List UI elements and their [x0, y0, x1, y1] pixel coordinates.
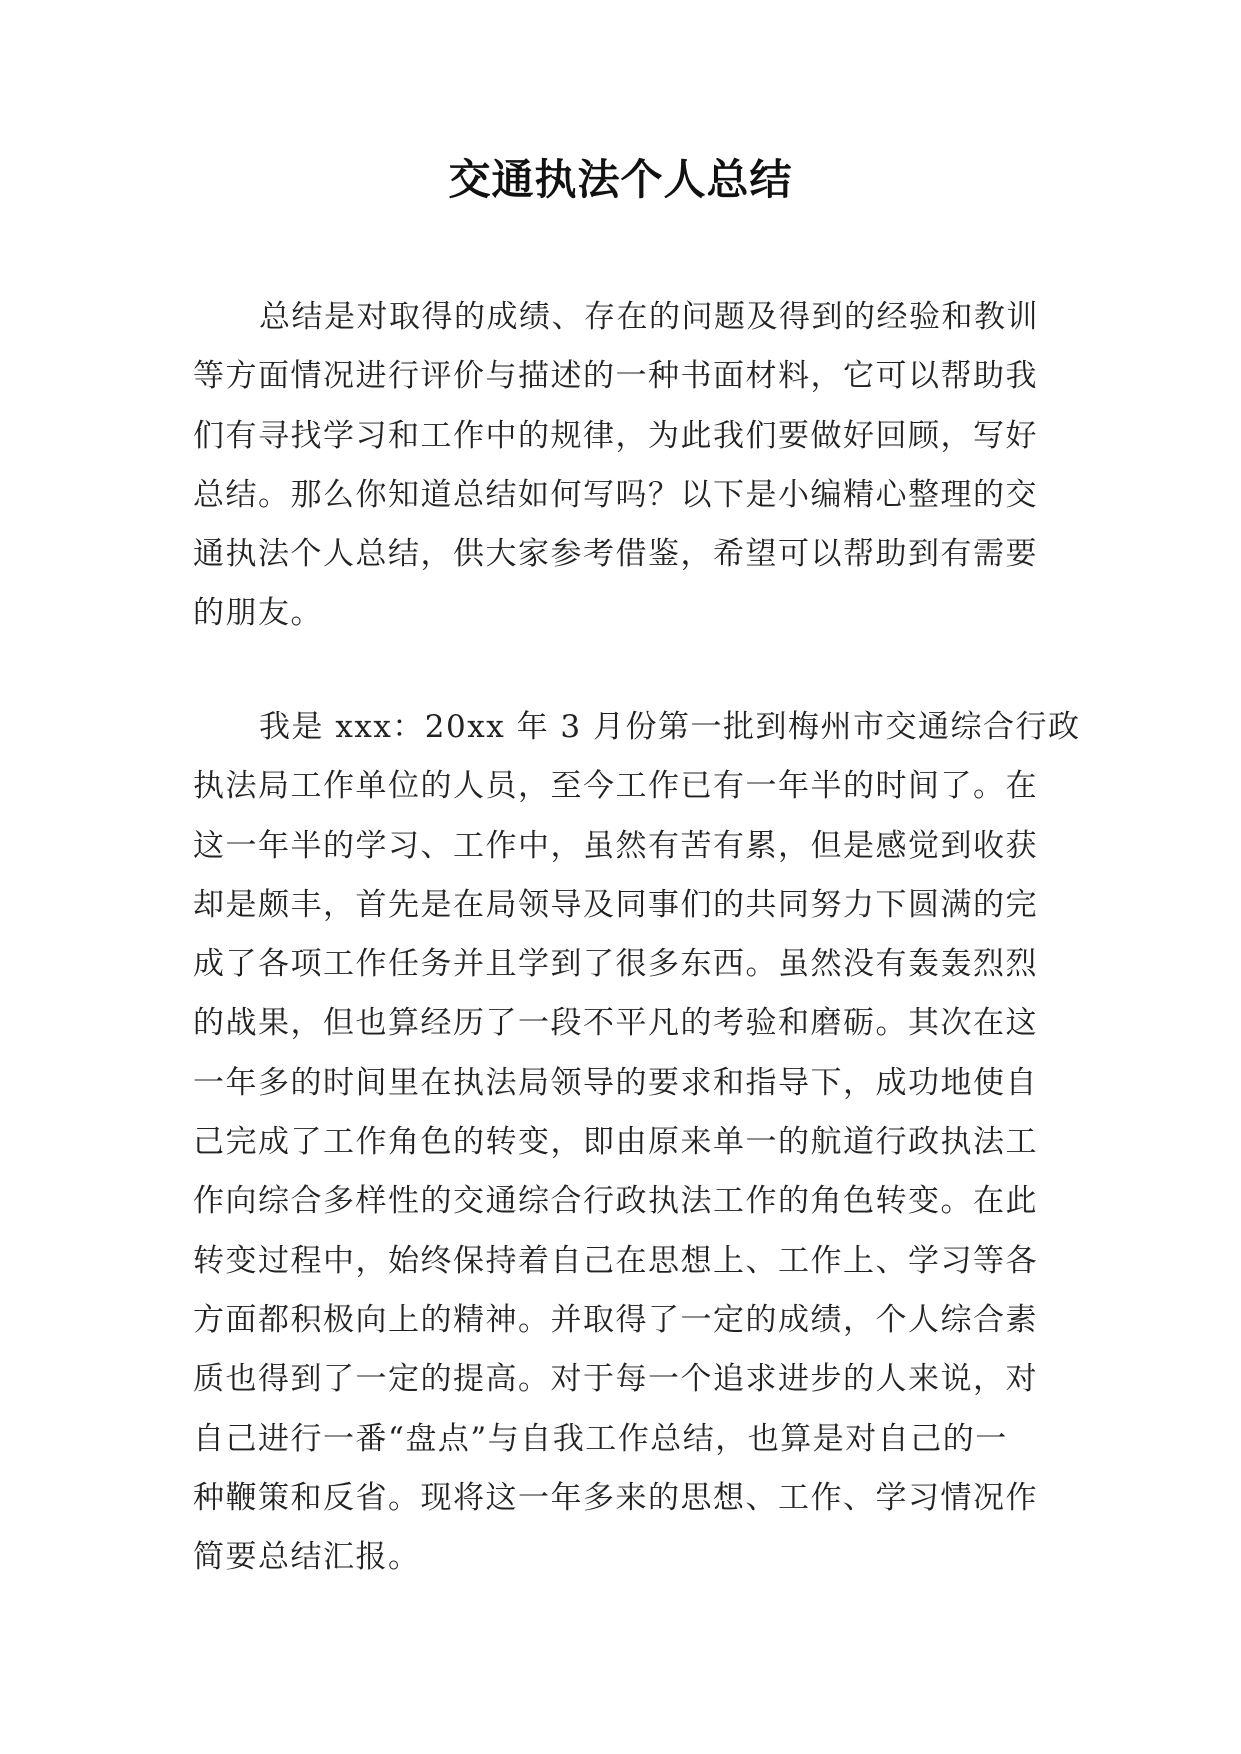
- paragraph-line: 质也得到了一定的提高。对于每一个追求进步的人来说，对: [193, 1361, 1038, 1398]
- paragraph-line: 己完成了工作角色的转变，即由原来单一的航道行政执法工: [193, 1124, 1038, 1161]
- paragraph-line: 等方面情况进行评价与描述的一种书面材料，它可以帮助我: [193, 358, 1038, 395]
- paragraph-line: 的战果，但也算经历了一段不平凡的考验和磨砺。其次在这: [193, 1005, 1038, 1042]
- body-paragraph: [193, 698, 1081, 1587]
- paragraph-line: 通执法个人总结，供大家参考借鉴，希望可以帮助到有需要: [193, 536, 1038, 573]
- paragraph-line: 简要总结汇报。: [193, 1539, 421, 1576]
- paragraph-line: 成了各项工作任务并且学到了很多东西。虽然没有轰轰烈烈: [193, 946, 1038, 983]
- paragraph-line: 这一年半的学习、工作中，虽然有苦有累，但是感觉到收获: [193, 827, 1038, 864]
- paragraph-line: 总结是对取得的成绩、存在的问题及得到的经验和教训: [259, 299, 1039, 335]
- paragraph-line: 种鞭策和反省。现将这一年多来的思想、工作、学习情况作: [193, 1479, 1038, 1516]
- intro-paragraph: [193, 288, 1053, 644]
- paragraph-line: 一年多的时间里在执法局领导的要求和指导下，成功地使自: [193, 1064, 1038, 1101]
- paragraph-line: 执法局工作单位的人员，至今工作已有一年半的时间了。在: [193, 768, 1038, 805]
- paragraph-line: 转变过程中，始终保持着自己在思想上、工作上、学习等各: [193, 1242, 1038, 1279]
- paragraph-line: 方面都积极向上的精神。并取得了一定的成绩，个人综合素: [193, 1301, 1038, 1338]
- paragraph-line: 自己进行一番“盘点”与自我工作总结，也算是对自己的一: [193, 1420, 1008, 1457]
- paragraph-line: 我是 xxx：20xx 年 3 月份第一批到梅州市交通综合行政: [259, 709, 1081, 745]
- paragraph-line: 却是颇丰，首先是在局领导及同事们的共同努力下圆满的完: [193, 886, 1038, 923]
- document-title: 交通执法个人总结: [448, 155, 793, 204]
- paragraph-line: 的朋友。: [193, 595, 323, 632]
- paragraph-line: 总结。那么你知道总结如何写吗？以下是小编精心整理的交: [193, 476, 1038, 513]
- paragraph-line: 作向综合多样性的交通综合行政执法工作的角色转变。在此: [193, 1183, 1038, 1220]
- paragraph-line: 们有寻找学习和工作中的规律，为此我们要做好回顾，写好: [193, 417, 1038, 454]
